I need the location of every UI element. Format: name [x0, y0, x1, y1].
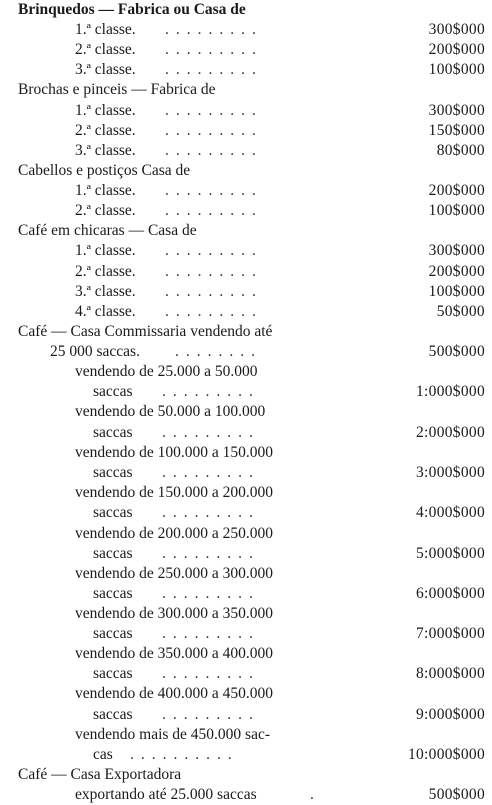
- dot-leader: .........: [165, 21, 263, 38]
- line-label: 1.ª classe.: [75, 242, 136, 259]
- tariff-line: [0, 362, 492, 382]
- line-label: saccas: [93, 585, 133, 602]
- line-label: vendendo de 400.000 a 450.000: [75, 685, 274, 702]
- tariff-line: [0, 604, 492, 624]
- line-amount: 300$000: [428, 102, 485, 119]
- line-label: vendendo de 25.000 a 50.000: [75, 363, 258, 380]
- dot-leader: .........: [162, 585, 260, 602]
- tariff-line: [0, 0, 492, 20]
- tariff-line: [0, 644, 492, 664]
- dot-leader: .........: [165, 242, 263, 259]
- line-amount: 2:000$000: [415, 424, 485, 441]
- tariff-line: [0, 423, 492, 443]
- tariff-line: [0, 101, 492, 121]
- dot-leader: .........: [165, 41, 263, 58]
- line-amount: 9:000$000: [415, 706, 485, 723]
- line-label: 1.ª classe.: [75, 102, 136, 119]
- line-label: Café — Casa Exportadora: [18, 766, 182, 783]
- tariff-line: [0, 463, 492, 483]
- line-label: Brochas e pinceis — Fabrica de: [18, 81, 216, 98]
- line-label: saccas: [93, 665, 133, 682]
- dot-leader: .........: [165, 263, 263, 280]
- line-amount: 200$000: [428, 41, 485, 58]
- line-amount: 6:000$000: [415, 585, 485, 602]
- tariff-line: [0, 60, 492, 80]
- tariff-line: [0, 443, 492, 463]
- line-label: Café em chicaras — Casa de: [18, 222, 197, 239]
- tariff-line: [0, 664, 492, 684]
- tariff-line: [0, 745, 492, 765]
- tariff-line: [0, 785, 492, 805]
- dot-leader: .: [310, 786, 321, 803]
- dot-leader: .........: [162, 424, 260, 441]
- dot-leader: .........: [165, 303, 263, 320]
- tariff-line: [0, 624, 492, 644]
- line-label: saccas: [93, 424, 133, 441]
- tariff-line: [0, 342, 492, 362]
- tariff-line: [0, 221, 492, 241]
- dot-leader: .........: [165, 142, 263, 159]
- tariff-line: [0, 765, 492, 785]
- line-label: vendendo de 50.000 a 100.000: [75, 403, 266, 420]
- line-amount: 150$000: [428, 122, 485, 139]
- line-label: Cabellos e postiços Casa de: [18, 162, 191, 179]
- dot-leader: .........: [162, 383, 260, 400]
- tariff-line: [0, 382, 492, 402]
- line-label: 3.ª classe.: [75, 283, 136, 300]
- dot-leader: .........: [162, 706, 260, 723]
- line-label: vendendo de 350.000 a 400.000: [75, 645, 274, 662]
- line-amount: 100$000: [428, 202, 485, 219]
- line-label: 2.ª classe.: [75, 122, 136, 139]
- line-amount: 500$000: [428, 343, 485, 360]
- dot-leader: ..........: [130, 746, 239, 763]
- line-label: saccas: [93, 545, 133, 562]
- line-label: 2.ª classe.: [75, 202, 136, 219]
- tariff-line: [0, 20, 492, 40]
- dot-leader: .........: [162, 545, 260, 562]
- tariff-line: [0, 564, 492, 584]
- line-label: 2.ª classe.: [75, 41, 136, 58]
- line-label: Brinquedos — Fabrica ou Casa de: [18, 1, 246, 18]
- line-label: 25 000 saccas.: [50, 343, 140, 360]
- line-amount: 7:000$000: [415, 625, 485, 642]
- tariff-line: [0, 241, 492, 261]
- dot-leader: .........: [162, 665, 260, 682]
- tariff-line: [0, 161, 492, 181]
- line-label: 3.ª classe.: [75, 61, 136, 78]
- line-label: 4.ª classe.: [75, 303, 136, 320]
- tariff-line: [0, 201, 492, 221]
- line-amount: 5:000$000: [415, 545, 485, 562]
- dot-leader: .........: [165, 202, 263, 219]
- dot-leader: .........: [162, 464, 260, 481]
- line-label: 1.ª classe.: [75, 21, 136, 38]
- line-label: saccas: [93, 625, 133, 642]
- dot-leader: .........: [165, 61, 263, 78]
- line-amount: 4:000$000: [415, 504, 485, 521]
- line-amount: 300$000: [428, 242, 485, 259]
- line-amount: 80$000: [436, 142, 485, 159]
- line-label: vendendo de 150.000 a 200.000: [75, 484, 274, 501]
- tariff-line: [0, 483, 492, 503]
- tariff-line: [0, 80, 492, 100]
- line-amount: 100$000: [428, 283, 485, 300]
- dot-leader: .........: [162, 504, 260, 521]
- line-label: saccas: [93, 504, 133, 521]
- line-label: 3.ª classe.: [75, 142, 136, 159]
- tariff-line: [0, 121, 492, 141]
- dot-leader: ........: [175, 343, 262, 360]
- line-amount: 500$000: [428, 786, 485, 803]
- tariff-line: [0, 725, 492, 745]
- tariff-line: [0, 584, 492, 604]
- tariff-line: [0, 684, 492, 704]
- line-label: exportando até 25.000 saccas: [75, 786, 257, 803]
- tariff-line: [0, 524, 492, 544]
- tariff-line: [0, 503, 492, 523]
- dot-leader: .........: [165, 283, 263, 300]
- line-label: saccas: [93, 383, 133, 400]
- line-label: vendendo mais de 450.000 sac-: [75, 726, 270, 743]
- line-label: vendendo de 300.000 a 350.000: [75, 605, 274, 622]
- tariff-line: [0, 262, 492, 282]
- line-label: saccas: [93, 464, 133, 481]
- line-amount: 10:000$000: [407, 746, 485, 763]
- line-label: vendendo de 100.000 a 150.000: [75, 444, 274, 461]
- line-label: 1.ª classe.: [75, 182, 136, 199]
- tariff-line: [0, 544, 492, 564]
- dot-leader: .........: [165, 122, 263, 139]
- tariff-line: [0, 181, 492, 201]
- tariff-line: [0, 322, 492, 342]
- line-amount: 50$000: [436, 303, 485, 320]
- tariff-line: [0, 141, 492, 161]
- tariff-line: [0, 705, 492, 725]
- tariff-line: [0, 302, 492, 322]
- line-amount: 3:000$000: [415, 464, 485, 481]
- line-label: 2.ª classe.: [75, 263, 136, 280]
- line-amount: 200$000: [428, 263, 485, 280]
- line-amount: 8:000$000: [415, 665, 485, 682]
- line-label: saccas: [93, 706, 133, 723]
- line-label: vendendo de 200.000 a 250.000: [75, 525, 274, 542]
- line-amount: 200$000: [428, 182, 485, 199]
- tariff-line: [0, 282, 492, 302]
- line-amount: 100$000: [428, 61, 485, 78]
- dot-leader: .........: [165, 102, 263, 119]
- line-label: vendendo de 250.000 a 300.000: [75, 565, 274, 582]
- line-label: cas: [93, 746, 113, 763]
- line-amount: 300$000: [428, 21, 485, 38]
- dot-leader: .........: [165, 182, 263, 199]
- dot-leader: .........: [162, 625, 260, 642]
- line-amount: 1:000$000: [415, 383, 485, 400]
- line-label: Café — Casa Commissaria vendendo até: [18, 323, 273, 340]
- tariff-line: [0, 40, 492, 60]
- tariff-line: [0, 402, 492, 422]
